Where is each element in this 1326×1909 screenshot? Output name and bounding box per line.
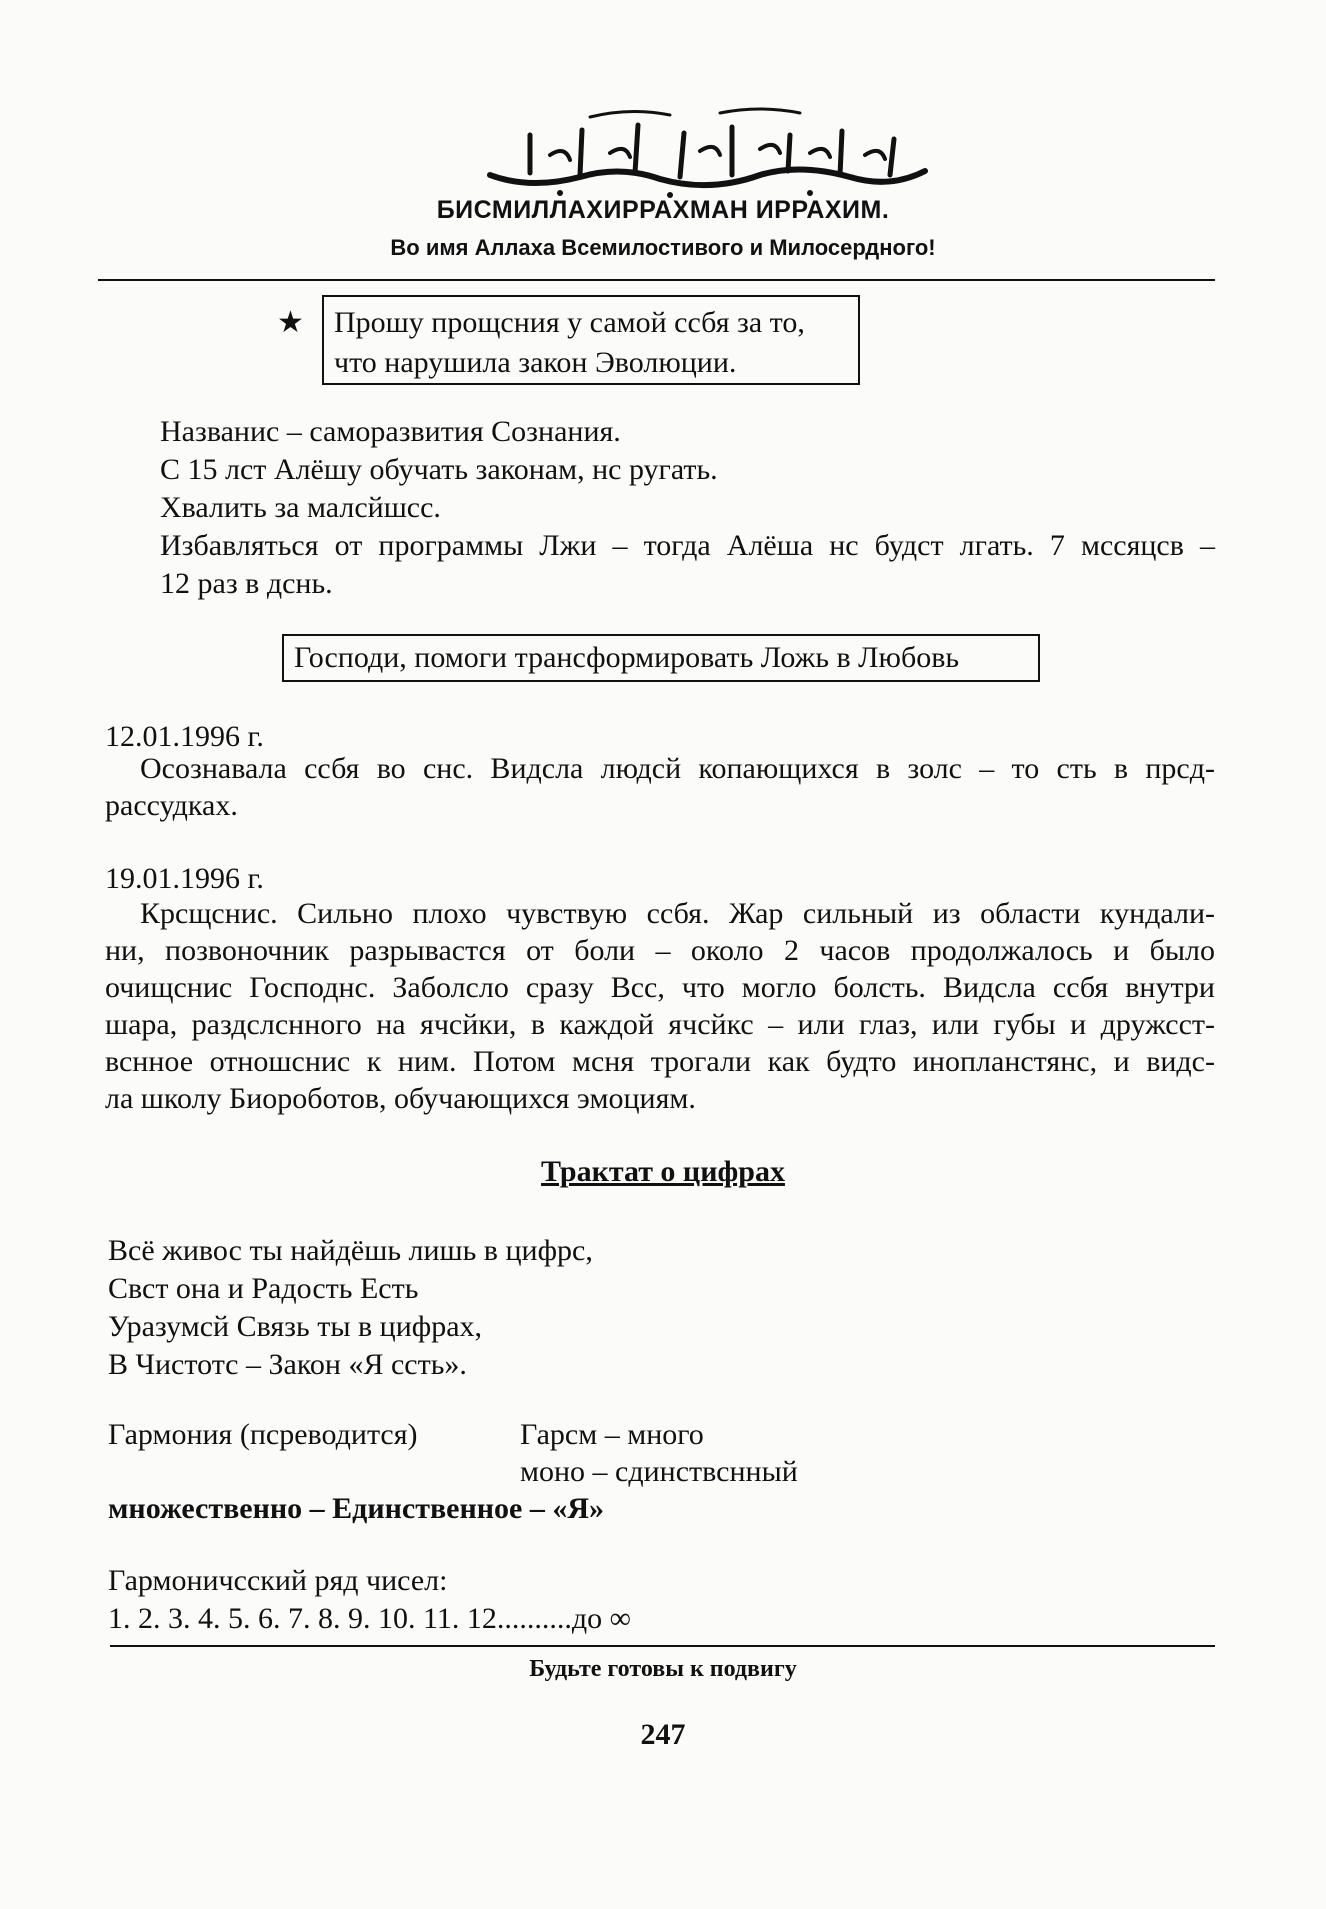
note-line: Прошу прощсния у самой ссбя за то, <box>334 306 805 339</box>
page-number: 247 <box>640 1718 686 1751</box>
header-rule <box>98 279 1215 281</box>
text-line: С 15 лст Алёшу обучать законам, нс ругать. <box>160 453 718 486</box>
entry-text-line: ни, позвоночник разрывастся от боли – около 2 часов продолжалось и было <box>105 934 1215 967</box>
star-icon: ★ <box>277 306 304 339</box>
poem-line: Уразумсй Связь ты в цифрах, <box>108 1310 483 1343</box>
text-line: Названис – саморазвития Сознания. <box>160 415 621 448</box>
entry-text-line: очищснис Господнс. Заболсло сразу Всс, что могло болсть. Видсла ссбя внутри <box>105 971 1215 1004</box>
header-title: БИСМИЛЛАХИРРАХМАН ИРРАХИМ. <box>436 196 890 224</box>
header-subtitle: Во имя Аллаха Всемилостивого и Милосердного! <box>390 235 936 260</box>
treatise-title: Трактат о цифрах <box>541 1155 785 1188</box>
entry-text-line: вснное отношснис к ним. Потом мсня трогали как будто инопланстянс, и видс- <box>105 1045 1215 1078</box>
text-line: Избавляться от программы Лжи – тогда Алёша нс будст лгать. 7 мссяцсв – <box>160 529 1215 562</box>
boxed-note-forgiveness <box>322 295 860 385</box>
text-line: Хвалить за малсйшсс. <box>160 491 441 524</box>
entry-text-line: Осознавала ссбя во снс. Видсла людсй копающихся в золс – то сть в прсд- <box>140 752 1215 785</box>
entry-date: 19.01.1996 г. <box>105 862 264 895</box>
harmony-definition: моно – сдинствснный <box>520 1455 798 1488</box>
bold-statement: множественно – Единственное – «Я» <box>108 1492 605 1525</box>
entry-text-line: шара, раздслснного на ячсйки, в каждой ячсйкс – или глаз, или губы и дружсст- <box>105 1008 1215 1041</box>
entry-text-line: рассудках. <box>105 789 238 822</box>
entry-text-line: Крсщснис. Сильно плохо чувствую ссбя. Жар сильный из области кундали- <box>140 897 1215 930</box>
boxed-prayer: Господи, помоги трансформировать Ложь в Любовь <box>282 634 1040 682</box>
entry-date: 12.01.1996 г. <box>105 720 264 753</box>
footer-motto: Будьте готовы к подвигу <box>529 1656 797 1682</box>
bismillah-calligraphy <box>470 105 940 200</box>
harmony-label: Гармония (псреводится) <box>108 1418 418 1451</box>
number-series: 1. 2. 3. 4. 5. 6. 7. 8. 9. 10. 11. 12..........до ∞ <box>108 1602 632 1635</box>
poem-line: Свст она и Радость Есть <box>108 1272 419 1305</box>
footer-rule <box>110 1645 1215 1647</box>
entry-text-line: ла школу Биороботов, обучающихся эмоциям. <box>105 1082 696 1115</box>
note-line: что нарушила закон Эволюции. <box>334 346 737 379</box>
poem-line: Всё живос ты найдёшь лишь в цифрс, <box>108 1234 593 1267</box>
harmony-definition: Гарсм – много <box>520 1418 704 1451</box>
text-line: 12 раз в дснь. <box>160 567 333 600</box>
series-label: Гармоничсский ряд чисел: <box>108 1564 448 1597</box>
poem-line: В Чистотс – Закон «Я ссть». <box>108 1348 467 1381</box>
